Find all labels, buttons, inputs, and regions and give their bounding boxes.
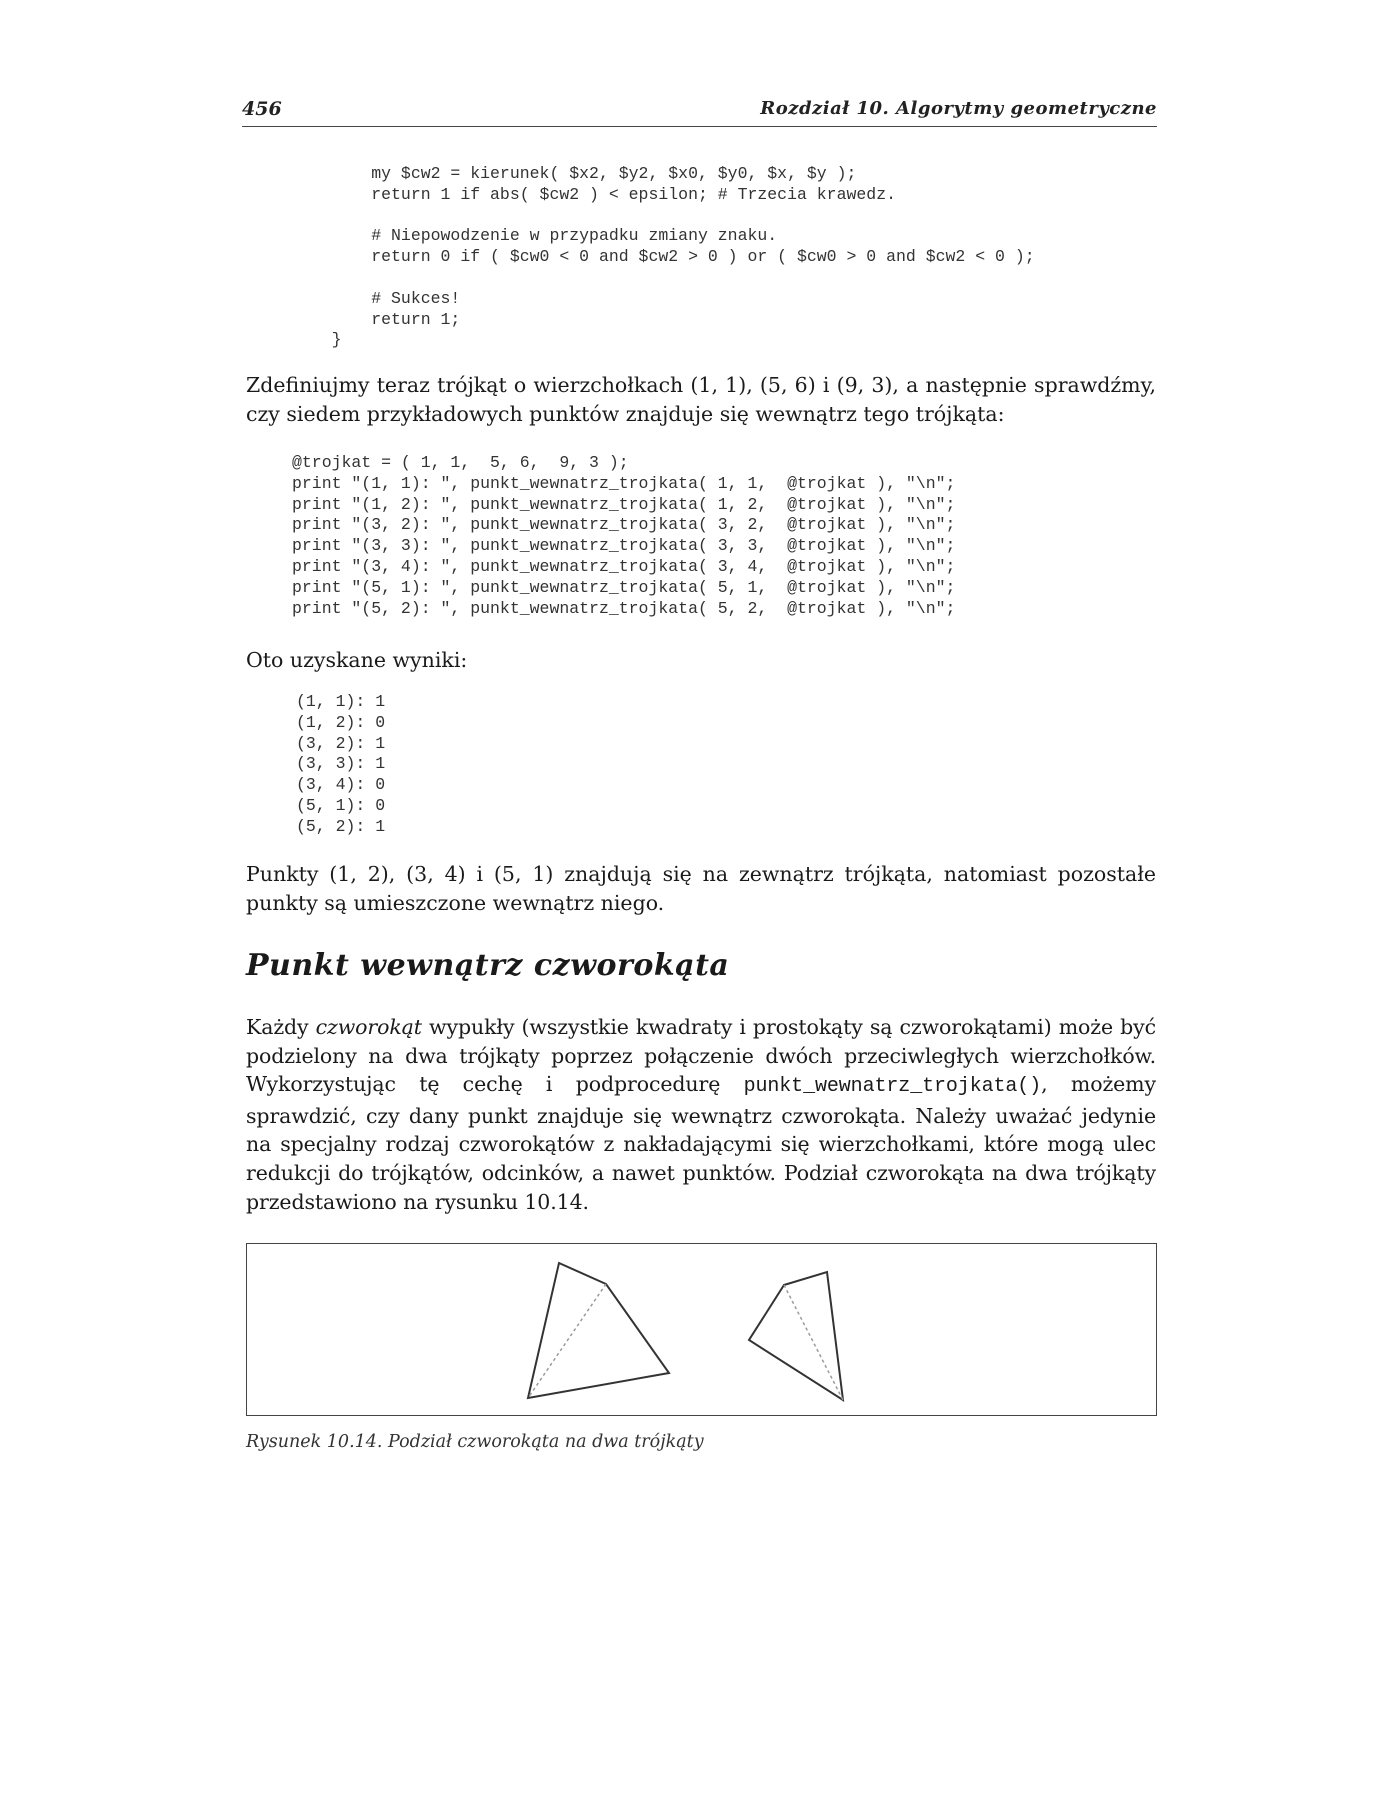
quadrilateral-left [528, 1263, 669, 1398]
function-name: punkt_wewnatrz_trojkata() [743, 1075, 1042, 1099]
paragraph-quadrilateral [246, 1013, 1156, 1216]
quadrilateral-right [749, 1272, 843, 1400]
paragraph-results-explanation: Punkty (1, 2), (3, 4) i (5, 1) znajdują się na zewnątrz trójkąta, natomiast pozostałe punkty są umieszczone wewnątrz niego. [246, 862, 1156, 915]
paragraph-triangle-definition: Zdefiniujmy teraz trójkąt o wierzchołkach (1, 1), (5, 6) i (9, 3), a następnie sprawdźmy, czy siedem przykładowych punktów znajduje się wewnątrz tego trójkąta: [246, 373, 1156, 426]
chapter-title: Rozdział 10. Algorytmy geometryczne [760, 98, 1157, 119]
quadrilateral-left-outline [528, 1263, 669, 1398]
figure-frame [246, 1243, 1157, 1416]
page-header [242, 98, 1157, 127]
paragraph-results-intro: Oto uzyskane wyniki: [246, 648, 468, 672]
quadrilateral-division-diagram [247, 1244, 1155, 1414]
code-block-function-end: my $cw2 = kierunek( $x2, $y2, $x0, $y0, $x, $y ); return 1 if abs( $cw2 ) < epsilon; # Trzecia krawedz. # Niepowodzenie w przypadku zmiany znaku. return 0 if ( $cw0 < 0 and $cw2 > 0 ) or ( $cw0 > 0 and $cw2 < 0 ); # Sukces! return 1; } [331, 164, 1035, 350]
paragraph-quadrilateral-part-3: , możemy sprawdzić, czy dany punkt znajduje się wewnątrz czworokąta. Należy uważać jedynie na specjalny rodzaj czworokątów z nakładającymi się wierzchołkami, które mogą ulec redukcji do trójkątów, odcinków, a nawet punktów. Podział czworokąta na dwa trójkąty przedstawiono na rysunku 10.14. [246, 1072, 1156, 1214]
term-quadrilateral: czworokąt [315, 1015, 422, 1039]
paragraph-quadrilateral-part-1: Każdy [246, 1015, 316, 1039]
paragraph-quadrilateral-part-2: wypukły (wszystkie kwadraty i prostokąty są czworokątami) może być podzielony na dwa trójkąty poprzez połączenie dwóch przeciwległych wierzchołków. Wykorzystując tę cechę i podprocedurę [246, 1015, 1156, 1097]
quadrilateral-right-diagonal [784, 1285, 843, 1400]
figure-caption: Rysunek 10.14. Podział czworokąta na dwa trójkąty [246, 1432, 704, 1452]
code-block-results: (1, 1): 1 (1, 2): 0 (3, 2): 1 (3, 3): 1 (3, 4): 0 (5, 1): 0 (5, 2): 1 [296, 692, 386, 836]
code-block-test-points: @trojkat = ( 1, 1, 5, 6, 9, 3 ); print "(1, 1): ", punkt_wewnatrz_trojkata( 1, 1, @trojkat ), "\n"; print "(1, 2): ", punkt_wewnatrz_trojkata( 1, 2, @trojkat ), "\n"; print "(3, 2): ", punkt_wewnatrz_trojkata( 3, 2, @trojkat ), "\n"; print "(3, 3): ", punkt_wewnatrz_trojkata( 3, 3, @trojkat ), "\n"; print "(3, 4): ", punkt_wewnatrz_trojkata( 3, 4, @trojkat ), "\n"; print "(5, 1): ", punkt_wewnatrz_trojkata( 5, 1, @trojkat ), "\n"; print "(5, 2): ", punkt_wewnatrz_trojkata( 5, 2, @trojkat ), "\n"; [292, 453, 956, 618]
quadrilateral-right-outline [749, 1272, 843, 1400]
quadrilateral-left-diagonal [528, 1284, 606, 1398]
section-heading: Punkt wewnątrz czworokąta [246, 948, 730, 983]
page-number: 456 [242, 98, 282, 120]
